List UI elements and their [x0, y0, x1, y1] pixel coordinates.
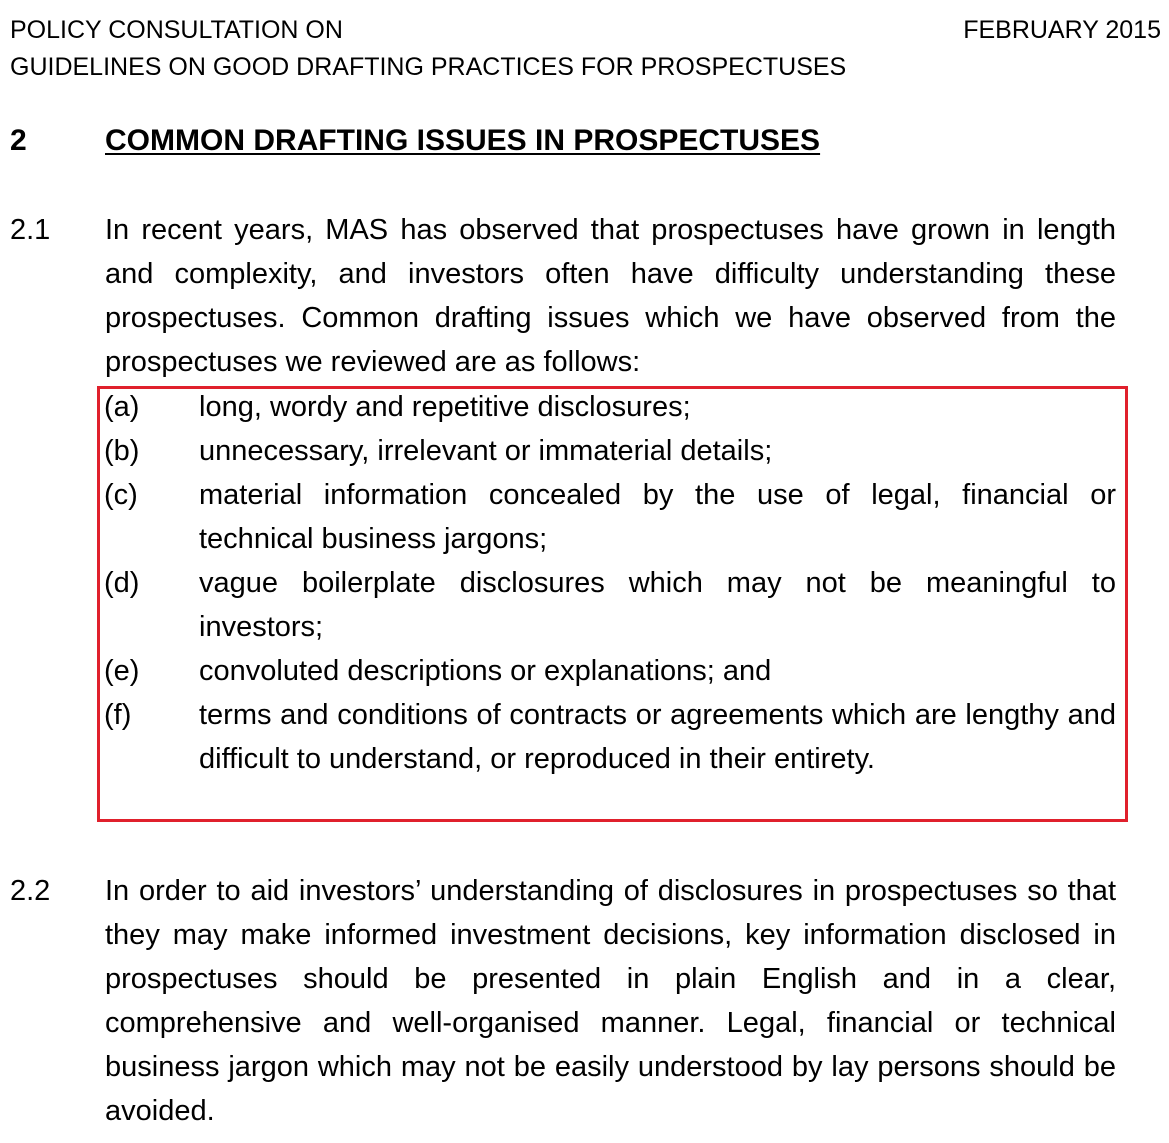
list-item — [104, 385, 1116, 429]
list-item-label: (f) — [104, 699, 132, 731]
list-item — [104, 429, 1116, 473]
list-item-text: material information concealed by the use of legal, financial or technical business jargons; — [199, 479, 1116, 555]
list-item-text: unnecessary, irrelevant or immaterial details; — [199, 435, 773, 467]
list-item-label: (b) — [104, 435, 140, 467]
paragraph-number: 2.2 — [10, 875, 51, 907]
paragraph-text: In order to aid investors’ understanding of disclosures in prospectuses so that they may make informed investment decisions, key information disclosed in prospectuses should be presented in plain English and in a clear, comprehensive and well-organised manner. Legal, financial or technical business jargon which may not be easily understood by lay persons should be avoided. — [105, 875, 1116, 1127]
list-item-label: (a) — [104, 391, 140, 423]
header-title-line-1: POLICY CONSULTATION ON — [10, 16, 343, 44]
list-item — [104, 649, 1116, 693]
list-item-text: terms and conditions of contracts or agreements which are lengthy and difficult to understand, or reproduced in their entirety. — [199, 699, 1116, 775]
list-item-text: long, wordy and repetitive disclosures; — [199, 391, 691, 423]
paragraph-text: In recent years, MAS has observed that prospectuses have grown in length and complexity, and investors often have difficulty understanding these prospectuses. Common drafting issues which we have observed from the prospectuses we reviewed are as follows: — [105, 214, 1116, 378]
page-header — [10, 12, 1161, 86]
drafting-issues-list — [104, 385, 1116, 781]
list-item — [104, 561, 1116, 649]
list-item-text: convoluted descriptions or explanations; and — [199, 655, 772, 687]
list-item-label: (c) — [104, 479, 138, 511]
list-item — [104, 473, 1116, 561]
header-date: FEBRUARY 2015 — [963, 16, 1161, 44]
list-item — [104, 693, 1116, 781]
list-item-label: (e) — [104, 655, 140, 687]
list-item-label: (d) — [104, 567, 140, 599]
header-title-line-2: GUIDELINES ON GOOD DRAFTING PRACTICES FOR PROSPECTUSES — [10, 53, 847, 81]
list-item-text: vague boilerplate disclosures which may not be meaningful to investors; — [199, 567, 1116, 643]
paragraph-number: 2.1 — [10, 214, 51, 246]
section-number: 2 — [10, 124, 27, 157]
section-title: COMMON DRAFTING ISSUES IN PROSPECTUSES — [105, 124, 821, 157]
